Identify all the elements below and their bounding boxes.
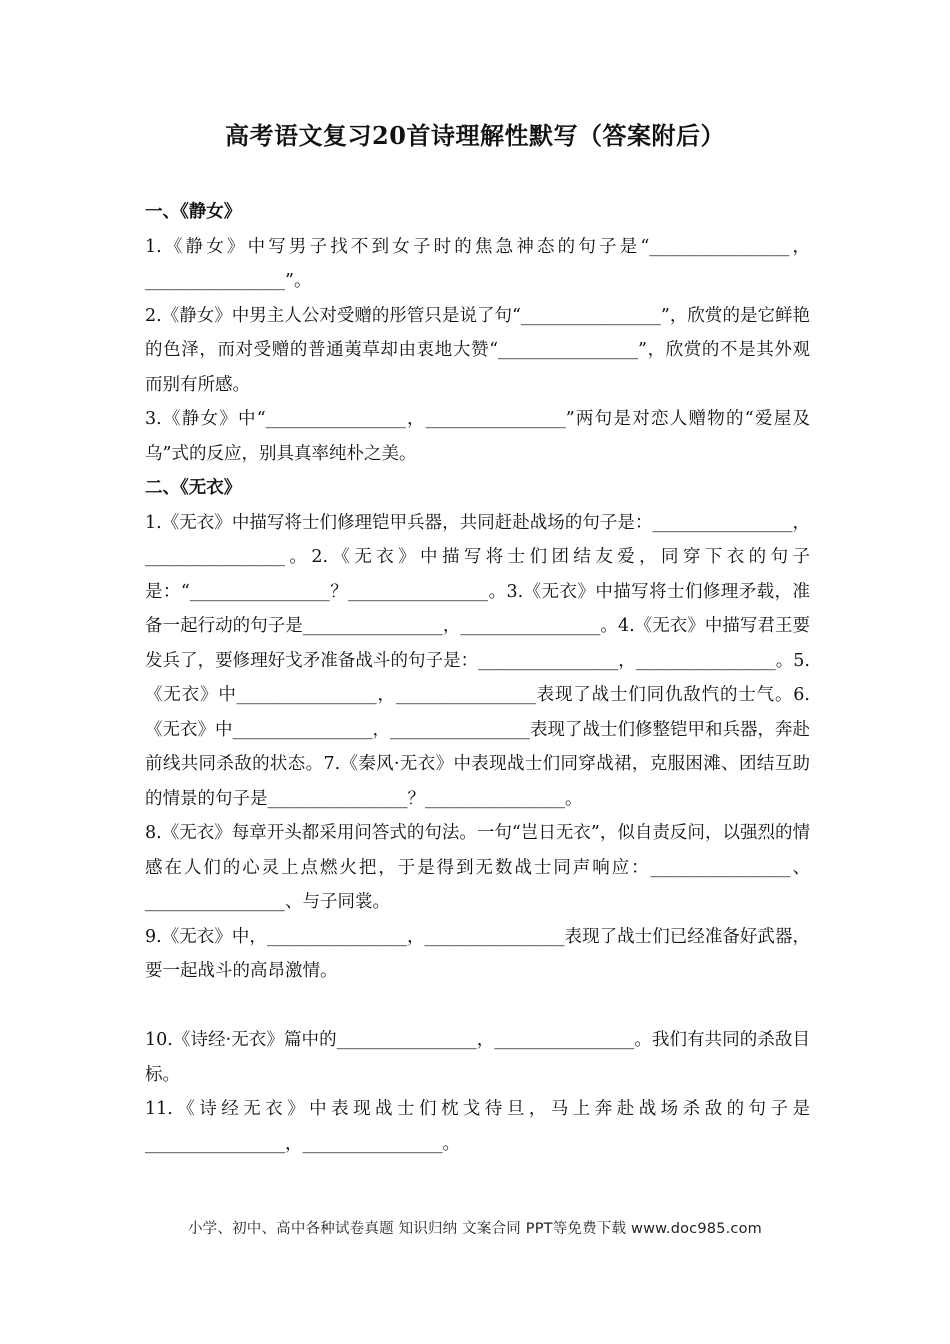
question-paragraph: 10.《诗经·无衣》篇中的________________，________________。我们有共同的杀敌目标。 [145, 1030, 810, 1085]
question-paragraph: 1.《静女》中写男子找不到女子时的焦急神态的句子是“________________，________________”。 [145, 236, 810, 291]
footer-watermark-text: 小学、初中、高中各种试卷真题 知识归纳 文案合同 PPT等免费下载 www.doc985.com [187, 1221, 763, 1237]
question-paragraph: 9.《无衣》中，________________，________________表现了战士们已经准备好武器，要一起战斗的高昂激情。 [145, 926, 810, 981]
question-paragraph: 8.《无衣》每章开头都采用问答式的句法。一句“岂日无衣”，似自责反问，以强烈的情感在人们的心灵上点燃火把，于是得到无数战士同声响应：________________、________________、与子同裳。 [145, 823, 810, 912]
document-title: 高考语文复习20首诗理解性默写（答案附后） [225, 121, 725, 150]
section-heading-wuyi: 二、《无衣》 [145, 478, 242, 498]
question-paragraph: 3.《静女》中“________________，________________”两句是对恋人赠物的“爱屋及乌”式的反应，别具真率纯朴之美。 [145, 409, 810, 464]
question-paragraph: 2.《静女》中男主人公对受赠的彤管只是说了句“________________”，欣赏的是它鲜艳的色泽，而对受赠的普通荑草却由衷地大赞“________________”，欣赏的不是其外观而别有所感。 [145, 305, 810, 395]
document-body [145, 195, 810, 1161]
question-paragraph: 11.《诗经无衣》中表现战士们枕戈待旦，马上奔赴战场杀敌的句子是________________，________________。 [145, 1099, 810, 1154]
question-paragraph: 1.《无衣》中描写将士们修理铠甲兵器，共同赶赴战场的句子是：________________，________________。2.《无衣》中描写将士们团结友爱，同穿下衣的句子是：“________________？________________。3.《无衣》中描写将士们修理矛载，准备一起行动的句子是________________，________________。4.《无衣》中描写君王要发兵了，要修理好戈矛准备战斗的句子是：________________，________________。5.《无衣》中________________，________________表现了战士们同仇敌忾的士气。6.《无衣》中________________，________________表现了战士们修整铠甲和兵器，奔赴前线共同杀敌的状态。7.《秦风·无衣》中表现战士们同穿战裙，克服困滩、团结互助的情景的句子是________________？________________。 [145, 512, 810, 809]
blank-line [145, 989, 810, 1024]
section-heading-jingnv: 一、《静女》 [145, 202, 242, 222]
